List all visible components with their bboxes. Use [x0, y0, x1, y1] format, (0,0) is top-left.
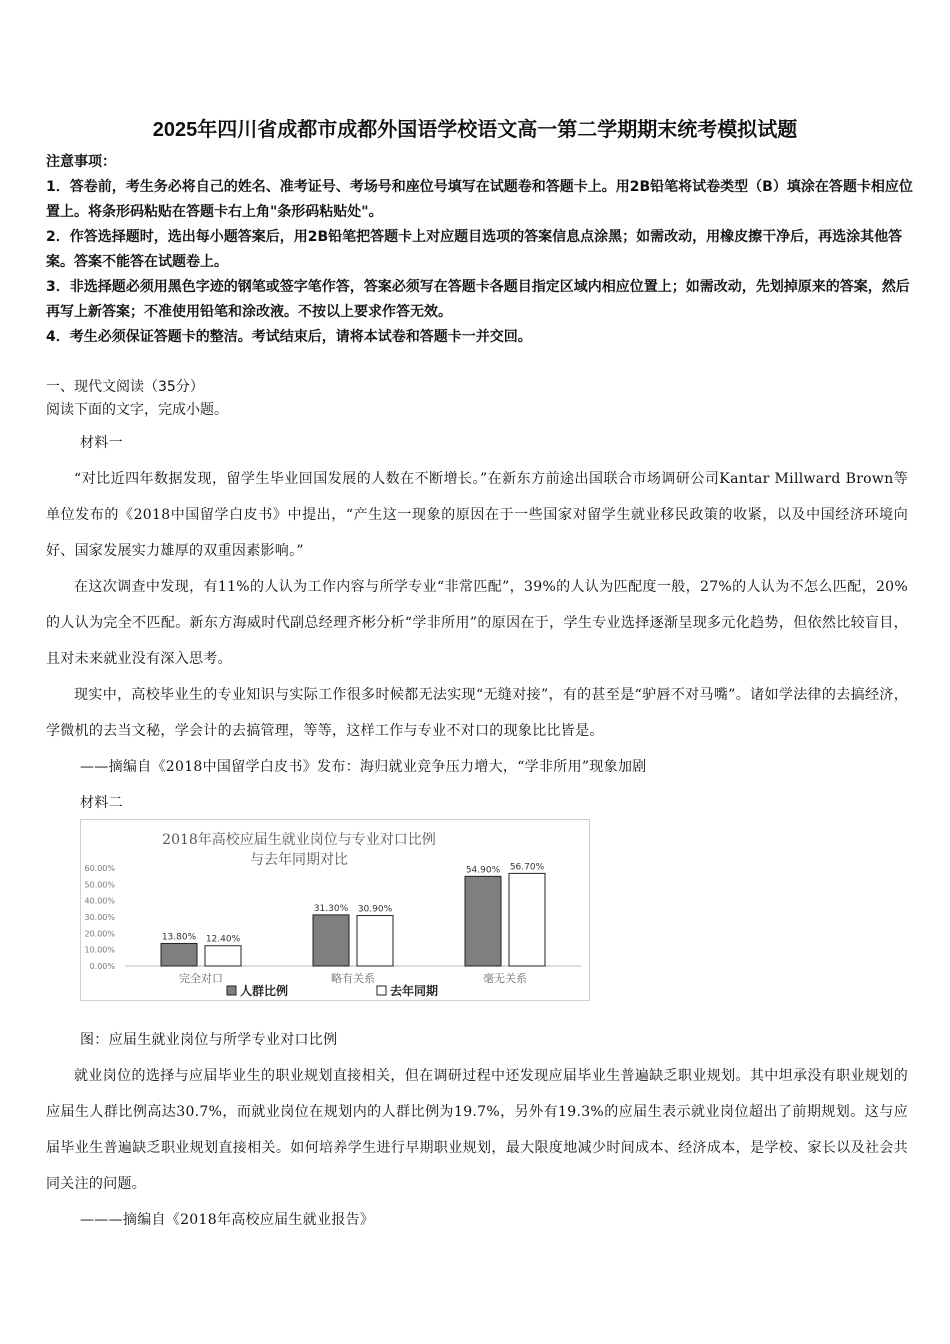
bar-current [465, 876, 501, 966]
source-citation: ———摘编自《2018年高校应届生就业报告》 [80, 1212, 375, 1228]
y-tick-label: 10.00% [84, 945, 115, 955]
bar-last-year [205, 946, 241, 966]
section-heading: 一、现代文阅读（35分） [46, 379, 204, 395]
bar-current [313, 915, 349, 966]
paragraph: 现实中，高校毕业生的专业知识与实际工作很多时候都无法实现“无缝对接”，有的甚至是“驴唇不对马嘴”。诸如学法律的去搞经济，学微机的去当文秘，学会计的去搞管理，等等，这样工作与专业不对口的现象比比皆是。 [46, 687, 908, 739]
legend-swatch [377, 986, 386, 995]
material-label: 材料二 [80, 795, 123, 811]
material-two [46, 1022, 908, 1238]
material-label: 材料一 [80, 435, 123, 451]
notice-item: 2．作答选择题时，选出每小题答案后，用2B铅笔把答题卡上对应题目选项的答案信息点涂黑；如需改动，用橡皮擦干净后，再选涂其他答案。答案不能答在试题卷上。 [46, 229, 903, 270]
notice-block [46, 150, 916, 350]
data-label: 54.90% [465, 865, 501, 876]
paragraph: “对比近四年数据发现，留学生毕业回国发展的人数在不断增长。”在新东方前途出国联合市场调研公司Kantar Millward Brown等单位发布的《2018中国留学白皮书》中提出，“产生这一现象的原因在于一些国家对留学生就业移民政策的收紧，以及中国经济环境向好、国家发展实力雄厚的双重因素影响。” [46, 471, 908, 559]
data-label: 13.80% [161, 932, 197, 943]
chart-title: 2018年高校应届生就业岗位与专业对口比例 [162, 832, 436, 848]
source-citation: ——摘编自《2018中国留学白皮书》发布：海归就业竞争压力增大，“学非所用”现象加剧 [80, 759, 647, 775]
notice-item: 3．非选择题必须用黑色字迹的钢笔或签字笔作答，答案必须写在答题卡各题目指定区域内相应位置上；如需改动，先划掉原来的答案，然后再写上新答案；不准使用铅笔和涂改液。不按以上要求作答无效。 [46, 279, 910, 320]
x-tick-label: 略有关系 [331, 972, 375, 985]
y-tick-label: 0.00% [89, 962, 115, 971]
notice-item: 4．考生必须保证答题卡的整洁。考试结束后，请将本试卷和答题卡一并交回。 [46, 329, 532, 345]
page-title: 2025年四川省成都市成都外国语学校语文高一第二学期期末统考模拟试题 [152, 119, 798, 141]
bar-current [161, 943, 197, 966]
notice-item: 1．答卷前，考生务必将自己的姓名、准考证号、考场号和座位号填写在试题卷和答题卡上。用2B铅笔将试卷类型（B）填涂在答题卡相应位置上。将条形码粘贴在答题卡右上角"条形码粘贴处"。 [46, 179, 913, 220]
data-label: 56.70% [509, 862, 545, 873]
y-tick-label: 40.00% [84, 896, 115, 906]
paragraph: 在这次调查中发现，有11%的人认为工作内容与所学专业“非常匹配”，39%的人认为匹配度一般，27%的人认为不怎么匹配，20%的人认为完全不匹配。新东方海威时代副总经理齐彬分析“学非所用”的原因在于，学生专业选择逐渐呈现多元化趋势，但依然比较盲目，且对未来就业没有深入思考。 [46, 579, 908, 667]
bar-last-year [509, 873, 545, 966]
figure-caption: 图：应届生就业岗位与所学专业对口比例 [80, 1032, 338, 1048]
x-tick-label: 完全对口 [179, 972, 223, 985]
x-tick-label: 毫无关系 [483, 972, 527, 985]
paragraph: 就业岗位的选择与应届毕业生的职业规划直接相关，但在调研过程中还发现应届毕业生普遍缺乏职业规划。其中坦承没有职业规划的应届生人群比例高达30.7%，而就业岗位在规划内的人群比例为19.7%，另外有19.3%的应届生表示就业岗位超出了前期规划。这与应届毕业生普遍缺乏职业规划直接相关。如何培养学生进行早期职业规划，最大限度地减少时间成本、经济成本，是学校、家长以及社会共同关注的问题。 [46, 1068, 908, 1192]
y-tick-label: 30.00% [84, 913, 115, 922]
legend-label: 人群比例 [240, 984, 289, 998]
data-label: 12.40% [205, 934, 241, 945]
material-one [46, 425, 908, 821]
chart-subtitle: 与去年同期对比 [250, 852, 348, 868]
y-tick-label: 50.00% [84, 880, 115, 890]
y-tick-label: 20.00% [84, 929, 115, 939]
bar-chart-svg [81, 820, 589, 1000]
legend-swatch [227, 986, 236, 995]
section-instruction: 阅读下面的文字，完成小题。 [46, 402, 228, 418]
data-label: 31.30% [313, 903, 349, 914]
legend-label: 去年同期 [390, 984, 439, 998]
notice-heading: 注意事项： [46, 154, 116, 170]
data-label: 30.90% [357, 904, 393, 915]
bar-chart [80, 819, 590, 1001]
y-tick-label: 60.00% [84, 864, 115, 873]
bar-last-year [357, 916, 393, 966]
